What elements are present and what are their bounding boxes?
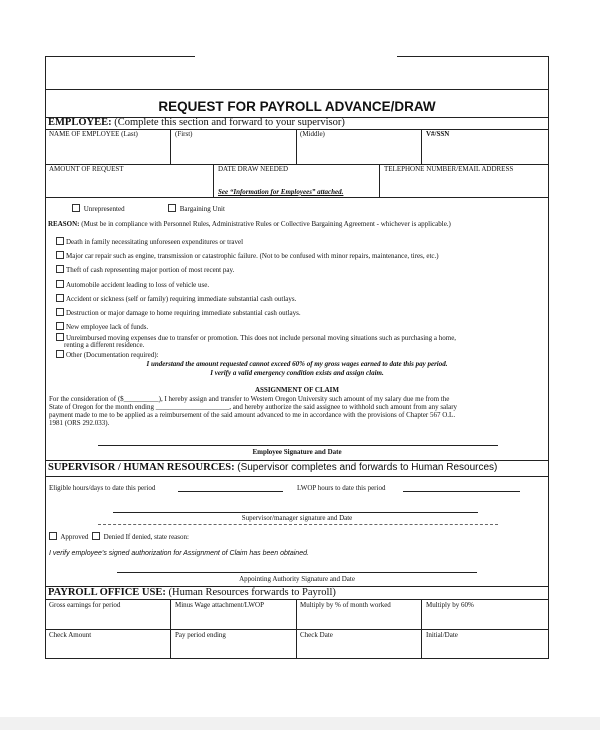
assignment-line: For the consideration of ($__________), I hereby assign and transfer to Western Oregon University such amount of my salary due me from the bbox=[49, 395, 450, 403]
last-name-field[interactable]: NAME OF EMPLOYEE (Last) bbox=[49, 130, 138, 138]
left-border bbox=[45, 56, 46, 658]
reason-checkbox-other[interactable] bbox=[56, 350, 159, 359]
payroll-field[interactable]: Initial/Date bbox=[426, 631, 458, 639]
checkbox[interactable] bbox=[56, 333, 64, 341]
lwop-hours-label: LWOP hours to date this period bbox=[297, 484, 386, 492]
label: Accident or sickness (self or family) requiring immediate substantial cash outlays. bbox=[66, 295, 297, 303]
payroll-field[interactable]: Check Date bbox=[300, 631, 333, 639]
divider bbox=[45, 599, 549, 600]
reason-checkbox[interactable] bbox=[56, 280, 209, 289]
employee-signature-line[interactable] bbox=[98, 445, 498, 446]
label: REASON: bbox=[48, 220, 80, 228]
label: Unrepresented bbox=[83, 205, 125, 213]
reason-checkbox[interactable] bbox=[56, 251, 439, 260]
checkbox[interactable] bbox=[56, 251, 64, 259]
page-footer-bar bbox=[0, 717, 600, 730]
checkbox[interactable] bbox=[56, 237, 64, 245]
form-title: REQUEST FOR PAYROLL ADVANCE/DRAW bbox=[158, 99, 436, 114]
reason-checkbox[interactable] bbox=[56, 322, 148, 331]
label: Major car repair such as engine, transmission or catastrophic failure. (Not to be confused with minor repairs, maintenance, tires, etc.) bbox=[66, 252, 439, 260]
payroll-field[interactable]: Gross earnings for period bbox=[49, 601, 121, 609]
affirmation-2: I verify a valid emergency condition exists and assign claim. bbox=[210, 369, 384, 377]
checkbox[interactable] bbox=[56, 322, 64, 330]
heading-label: EMPLOYEE: bbox=[48, 117, 112, 128]
col-divider bbox=[421, 129, 422, 164]
top-border-right bbox=[397, 56, 548, 57]
col-divider bbox=[296, 599, 297, 658]
col-divider bbox=[379, 164, 380, 197]
assignment-line: 1981 (ORS 292.033). bbox=[49, 419, 110, 427]
reason-checkbox[interactable] bbox=[56, 265, 234, 274]
approved-checkbox[interactable] bbox=[49, 532, 57, 540]
col-divider bbox=[170, 129, 171, 164]
supervisor-heading bbox=[48, 462, 497, 474]
first-name-field[interactable]: (First) bbox=[175, 130, 193, 138]
payroll-field[interactable]: Minus Wage attachment/LWOP bbox=[175, 601, 264, 609]
payroll-field[interactable]: Multiply by 60% bbox=[426, 601, 474, 609]
label: PAYROLL OFFICE USE: bbox=[48, 587, 166, 598]
reason-checkbox[interactable] bbox=[56, 237, 243, 246]
middle-name-field[interactable]: (Middle) bbox=[300, 130, 325, 138]
authority-signature-label: Appointing Authority Signature and Date bbox=[239, 575, 355, 583]
checkbox[interactable] bbox=[56, 280, 64, 288]
label: Automobile accident leading to loss of vehicle use. bbox=[66, 281, 210, 289]
payroll-field[interactable]: Pay period ending bbox=[175, 631, 226, 639]
verify-note: I verify employee’s signed authorization for Assignment of Claim has been obtained. bbox=[49, 550, 309, 557]
amount-field[interactable]: AMOUNT OF REQUEST bbox=[49, 165, 124, 173]
info-note: See “Information for Employees” attached. bbox=[218, 188, 344, 196]
checkbox[interactable] bbox=[168, 204, 176, 212]
phone-email-field[interactable]: TELEPHONE NUMBER/EMAIL ADDRESS bbox=[384, 165, 514, 173]
col-divider bbox=[170, 599, 171, 658]
employee-heading bbox=[48, 117, 345, 129]
note: (Supervisor completes and forwards to Human Resources) bbox=[237, 462, 498, 473]
note: (Must be in compliance with Personnel Rules, Administrative Rules or Collective Bargaining Agreement - whichever is applicable.) bbox=[81, 220, 451, 228]
approval-row bbox=[49, 532, 189, 541]
divider bbox=[45, 89, 549, 90]
eligible-hours-label: Eligible hours/days to date this period bbox=[49, 484, 156, 492]
label: Unreimbursed moving expenses due to transfer or promotion. This does not include personal moving situations such as purchasing a home, bbox=[66, 334, 457, 342]
label: Bargaining Unit bbox=[179, 205, 225, 213]
label: Theft of cash representing major portion of most recent pay. bbox=[66, 266, 235, 274]
payroll-heading bbox=[48, 587, 336, 599]
assignment-line: payment made to me to be applied as a reimbursement of the said amount advanced to me in accordance with the provisions of Chapter 567 O.L. bbox=[49, 411, 456, 419]
label: Destruction or major damage to home requiring immediate substantial cash outlays. bbox=[66, 309, 301, 317]
top-border-left bbox=[45, 56, 195, 57]
dotted-separator bbox=[98, 524, 498, 525]
bottom-border bbox=[45, 658, 549, 659]
col-divider bbox=[213, 164, 214, 197]
heading-note: (Complete this section and forward to your supervisor) bbox=[114, 117, 345, 128]
label: Approved bbox=[60, 533, 89, 541]
divider bbox=[45, 197, 549, 198]
supervisor-signature-line[interactable] bbox=[113, 512, 478, 513]
label: If denied, state reason: bbox=[125, 533, 189, 541]
denied-checkbox[interactable] bbox=[92, 532, 100, 540]
checkbox[interactable] bbox=[56, 265, 64, 273]
checkbox[interactable] bbox=[72, 204, 80, 212]
supervisor-signature-label: Supervisor/manager signature and Date bbox=[241, 514, 353, 522]
note: (Human Resources forwards to Payroll) bbox=[168, 587, 336, 598]
employee-signature-label: Employee Signature and Date bbox=[252, 448, 342, 456]
label: New employee lack of funds. bbox=[66, 323, 149, 331]
authority-signature-line[interactable] bbox=[117, 572, 477, 573]
payroll-field[interactable]: Multiply by % of month worked bbox=[300, 601, 391, 609]
assignment-line: State of Oregon for the month ending _____________________, and hereby authorize the said assignee to withhold such amount from any salary bbox=[49, 403, 458, 411]
reason-heading bbox=[48, 220, 451, 228]
reason-checkbox[interactable] bbox=[56, 294, 296, 303]
unrepresented-checkbox[interactable] bbox=[72, 204, 125, 213]
divider bbox=[45, 629, 549, 630]
date-needed-field[interactable]: DATE DRAW NEEDED bbox=[218, 165, 289, 173]
col-divider bbox=[421, 599, 422, 658]
lwop-hours-input[interactable] bbox=[403, 491, 520, 492]
label: Other (Documentation required): bbox=[66, 351, 159, 359]
bargaining-unit-checkbox[interactable] bbox=[168, 204, 225, 213]
reason-checkbox[interactable] bbox=[56, 308, 301, 317]
divider bbox=[45, 476, 549, 477]
checkbox[interactable] bbox=[56, 294, 64, 302]
assignment-heading: ASSIGNMENT OF CLAIM bbox=[254, 386, 339, 394]
affirmation-1: I understand the amount requested cannot exceed 60% of my gross wages earned to date this pay period. bbox=[146, 360, 448, 368]
checkbox[interactable] bbox=[56, 308, 64, 316]
reason-wrap: renting a different residence. bbox=[64, 341, 145, 349]
label: Denied bbox=[103, 533, 124, 541]
checkbox[interactable] bbox=[56, 350, 64, 358]
right-border bbox=[548, 56, 549, 658]
eligible-hours-input[interactable] bbox=[178, 491, 283, 492]
payroll-field[interactable]: Check Amount bbox=[49, 631, 92, 639]
col-divider bbox=[296, 129, 297, 164]
divider bbox=[45, 460, 549, 461]
label: SUPERVISOR / HUMAN RESOURCES: bbox=[48, 462, 235, 473]
ssn-field[interactable]: V#/SSN bbox=[426, 130, 450, 138]
label: Death in family necessitating unforeseen expenditures or travel bbox=[66, 238, 244, 246]
